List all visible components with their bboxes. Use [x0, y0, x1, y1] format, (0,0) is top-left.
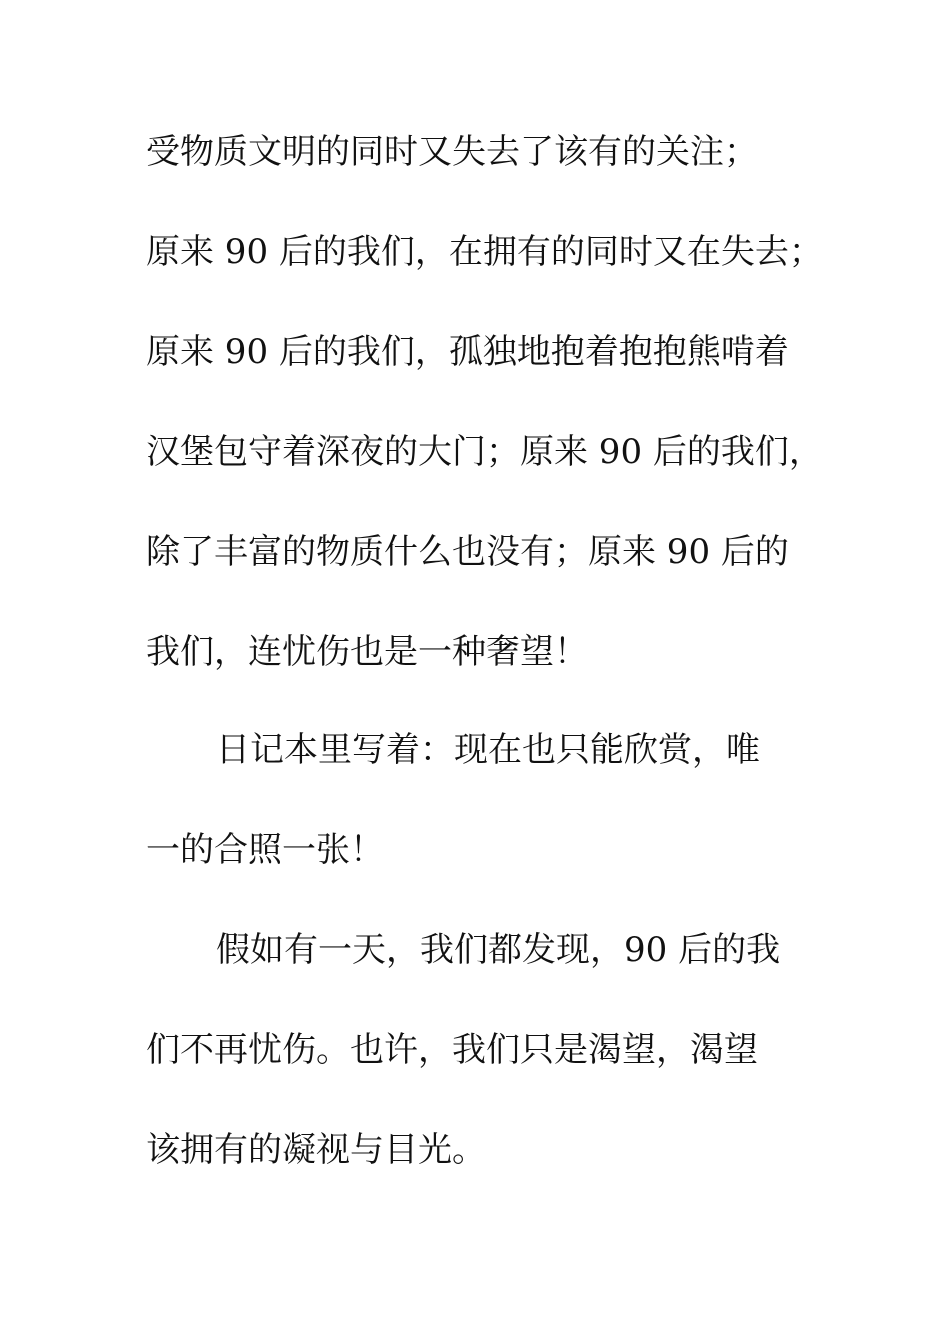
text-line: 除了丰富的物质什么也没有；原来 90 后的 [146, 532, 789, 572]
text-line: 原来 90 后的我们，在拥有的同时又在失去； [146, 232, 823, 272]
text-line: 一的合照一张！ [146, 830, 384, 870]
text-line: 汉堡包守着深夜的大门；原来 90 后的我们， [146, 432, 823, 472]
paragraph-start-line: 假如有一天，我们都发现，90 后的我 [216, 930, 781, 970]
text-line: 原来 90 后的我们，孤独地抱着抱抱熊啃着 [146, 332, 789, 372]
text-line: 该拥有的凝视与目光。 [146, 1130, 486, 1170]
text-line: 我们，连忧伤也是一种奢望！ [146, 632, 588, 672]
paragraph-start-line: 日记本里写着：现在也只能欣赏，唯 [216, 730, 760, 770]
text-line: 们不再忧伤。也许，我们只是渴望，渴望 [146, 1030, 758, 1070]
text-line: 受物质文明的同时又失去了该有的关注； [146, 132, 758, 172]
